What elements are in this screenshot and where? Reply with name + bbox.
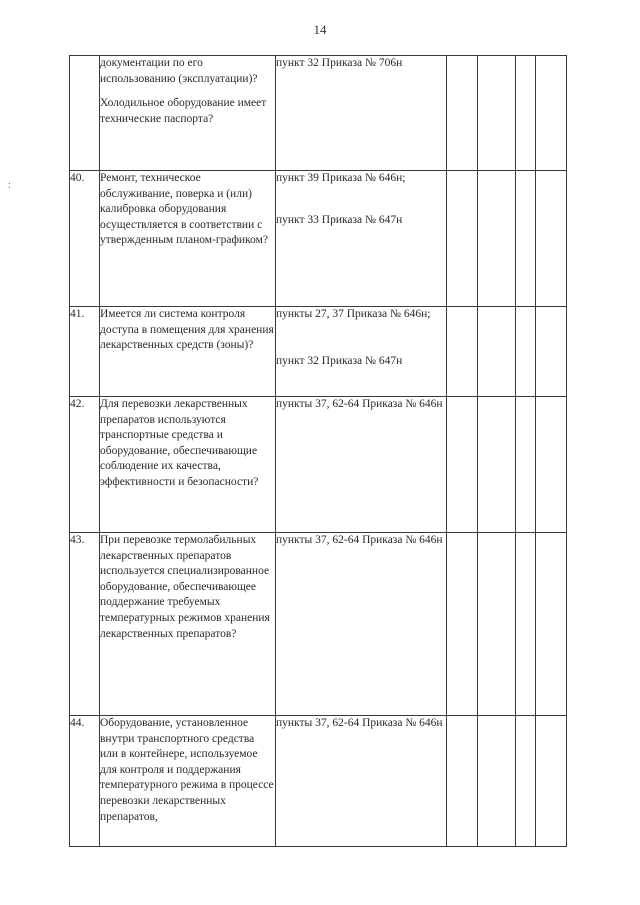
answer-cell [536,56,567,171]
reference-text: пункт 33 Приказа № 647н [276,213,403,226]
answer-cell [536,716,567,847]
answer-cell [478,171,516,307]
table-row [70,397,567,533]
answer-cell [536,397,567,533]
question-text: Для перевозки лекарственных препаратов используются транспортные средства и оборудование, обеспечивающие соблюдение их качества, эффективности и безопасности? [100,398,259,488]
answer-cell [536,533,567,716]
answer-cell [447,533,478,716]
answer-cell [516,533,536,716]
question-text: Оборудование, установленное внутри транспортного средства или в контейнере, используемое для контроля и поддержания температурного режима в процессе перевозки лекарственных препаратов, [100,717,274,823]
reference-text: пункты 37, 62-64 Приказа № 646н [276,717,443,729]
row-number: 43. [70,533,100,716]
answer-cell [516,171,536,307]
requirement-question [100,56,276,171]
legal-reference [276,397,447,533]
legal-reference [276,533,447,716]
row-number: 42. [70,397,100,533]
table-row [70,716,567,847]
page-number: 14 [313,22,327,37]
question-text: Ремонт, техническое обслуживание, поверка и (или) калибровка оборудования осуществляется в соответствии с утвержденным планом-графиком? [100,172,268,247]
requirement-question [100,533,276,716]
answer-cell [478,307,516,397]
row-number: 44. [70,716,100,847]
row-number: 40. [70,171,100,307]
legal-reference [276,716,447,847]
margin-mark: : [8,180,11,191]
requirement-question [100,397,276,533]
answer-cell [447,716,478,847]
reference-text: пункты 37, 62-64 Приказа № 646н [276,534,443,546]
answer-cell [516,397,536,533]
reference-text: пункт 32 Приказа № 647н [276,354,403,367]
question-text: документации по его использованию (эксплуатации)? [100,57,258,85]
answer-cell [478,533,516,716]
legal-reference [276,56,447,171]
table-row [70,56,567,171]
answer-cell [447,397,478,533]
question-text: При перевозке термолабильных лекарственных препаратов используется специализированное оборудование, обеспечивающее поддержание требуемых температурных режимов хранения лекарственных препаратов? [100,534,270,640]
answer-cell [536,171,567,307]
answer-cell [478,56,516,171]
table-row [70,307,567,397]
answer-cell [478,397,516,533]
answer-cell [478,716,516,847]
requirement-question [100,716,276,847]
requirement-question [100,307,276,397]
requirement-question [100,171,276,307]
row-number: 41. [70,307,100,397]
question-text: Имеется ли система контроля доступа в помещения для хранения лекарственных средств (зоны)? [100,308,274,352]
reference-text: пункты 27, 37 Приказа № 646н; [276,308,431,320]
answer-cell [447,56,478,171]
checklist-table [69,55,567,847]
answer-cell [516,56,536,171]
reference-text: пункт 32 Приказа № 706н [276,57,403,69]
table-row [70,171,567,307]
question-text: Холодильное оборудование имеет технические паспорта? [100,97,267,125]
table-row [70,533,567,716]
answer-cell [447,307,478,397]
reference-text: пункты 37, 62-64 Приказа № 646н [276,398,443,410]
answer-cell [536,307,567,397]
answer-cell [447,171,478,307]
reference-text: пункт 39 Приказа № 646н; [276,172,406,184]
legal-reference [276,171,447,307]
answer-cell [516,307,536,397]
legal-reference [276,307,447,397]
answer-cell [516,716,536,847]
row-number [70,56,100,171]
